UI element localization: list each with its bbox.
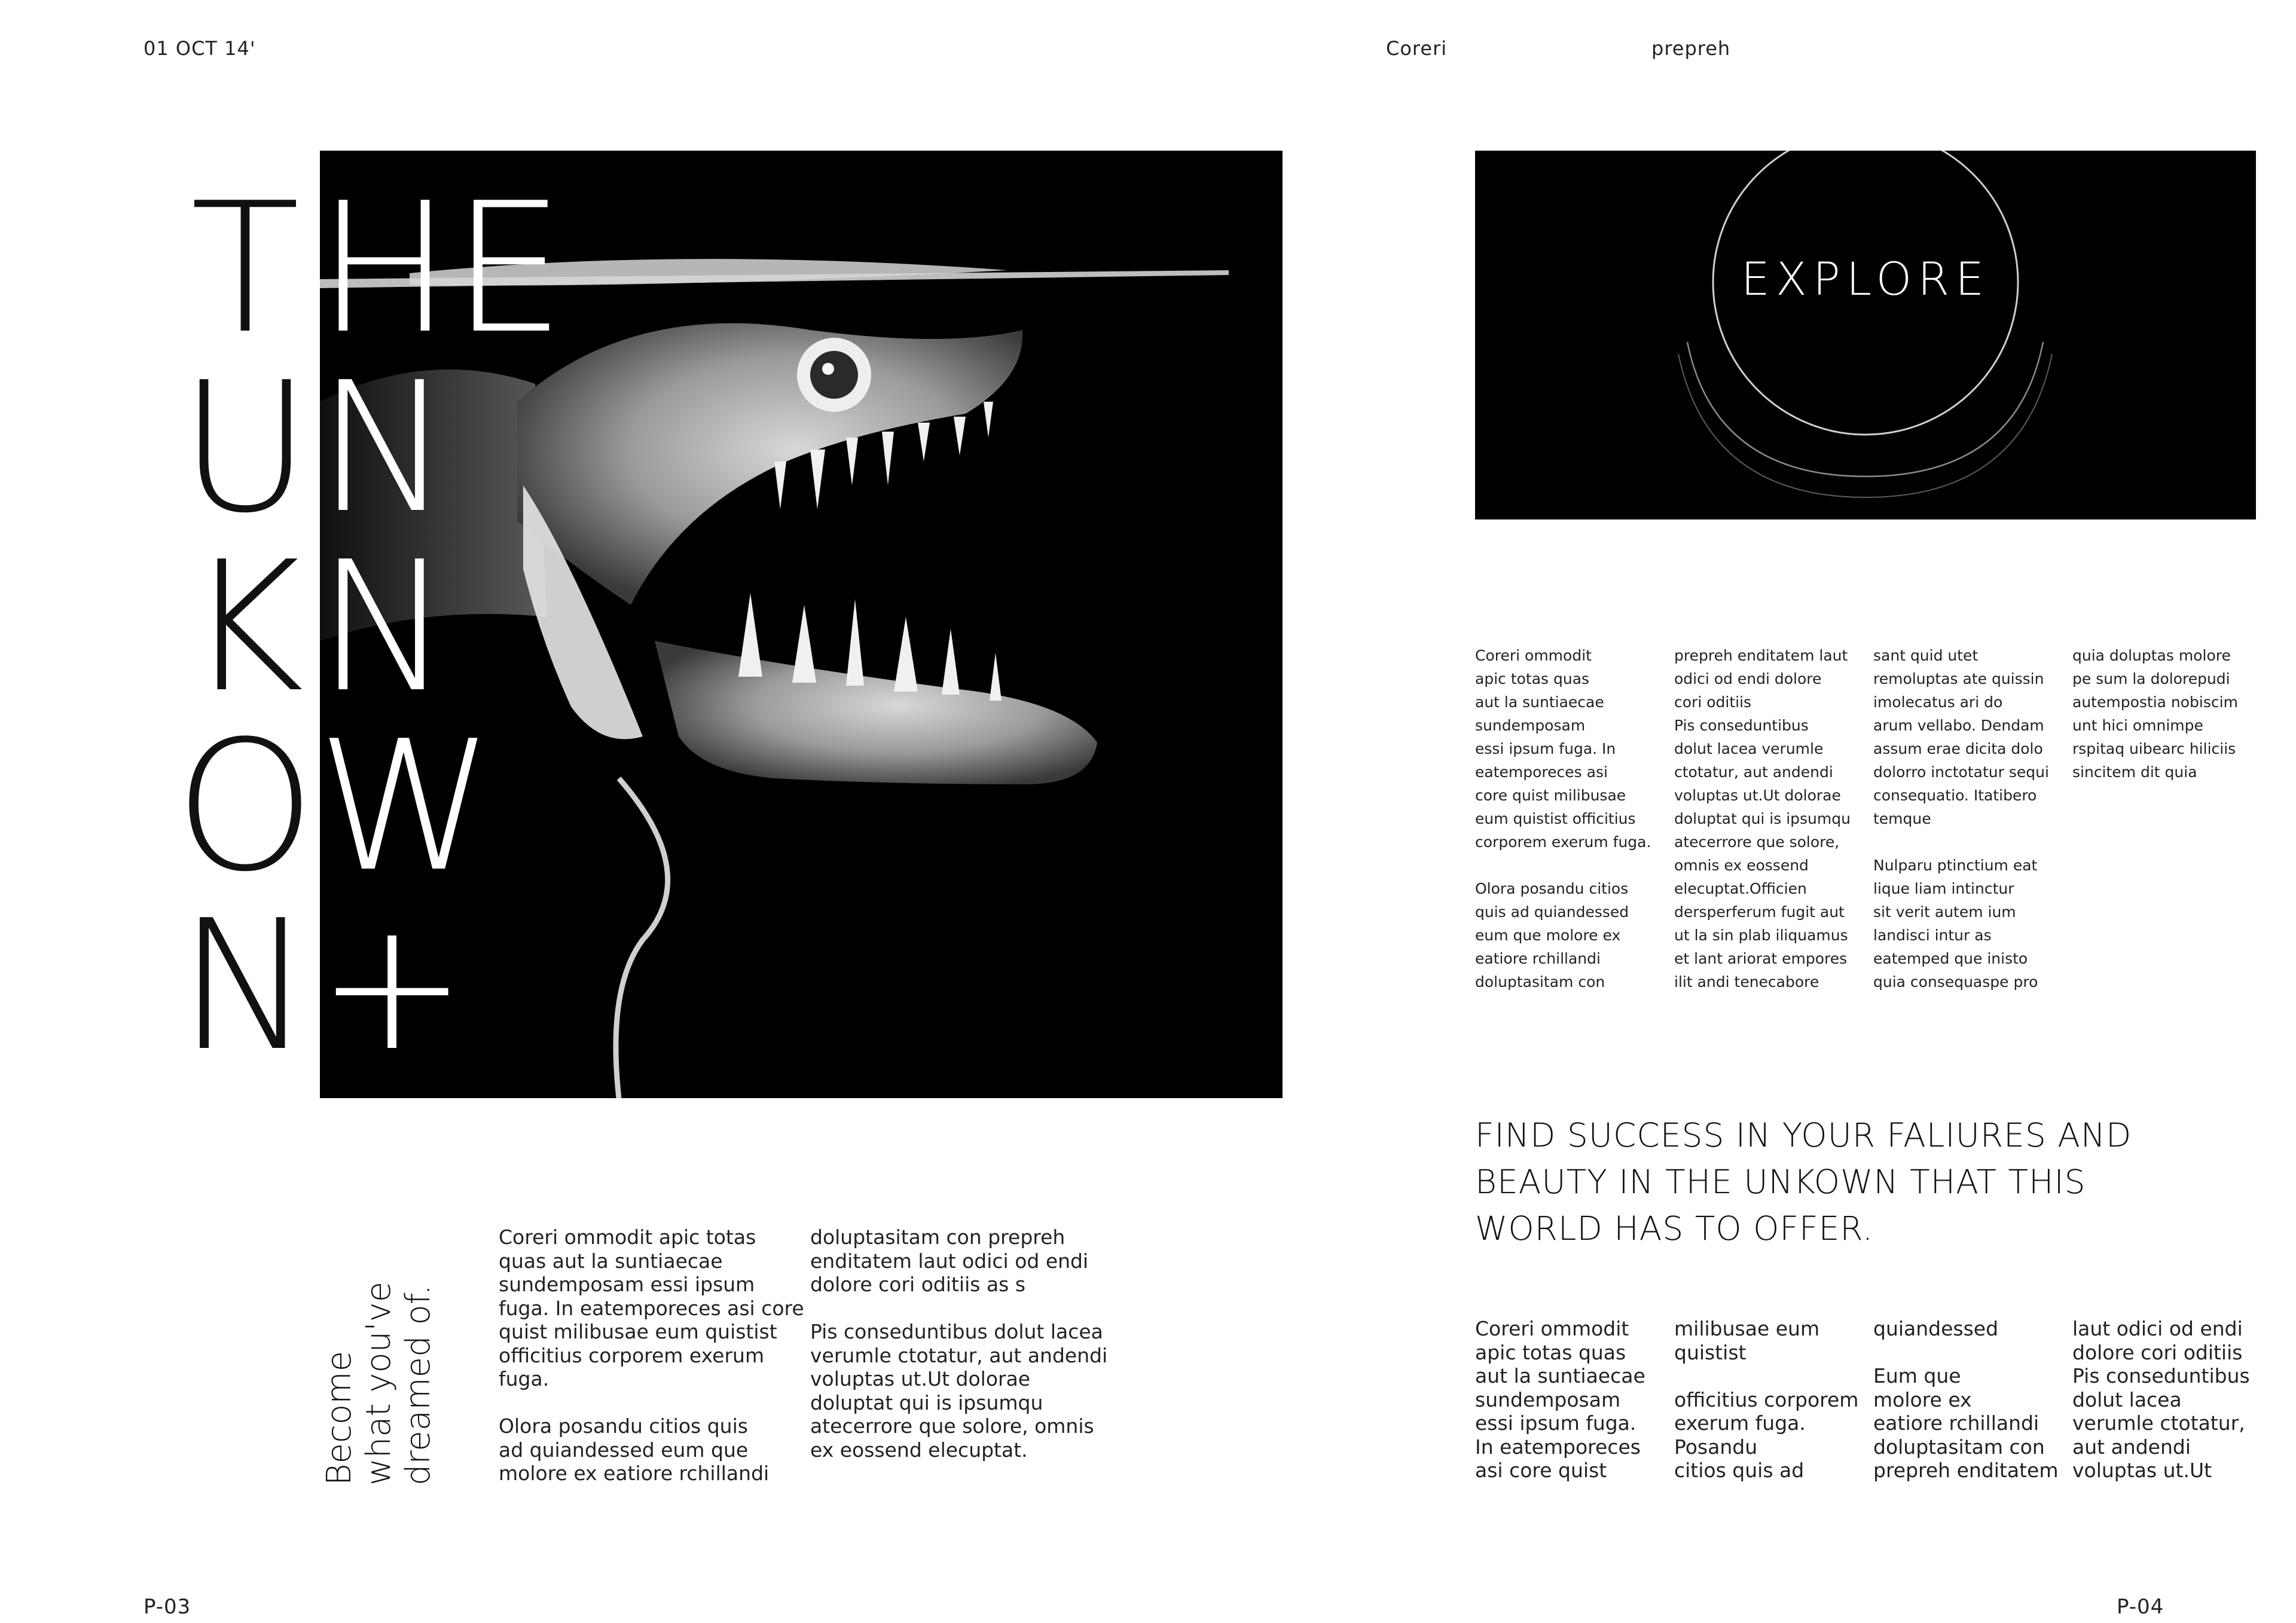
right-lower-column-2: milibusae eum quistist officitius corporem exerum fuga. Posandu citios quis ad <box>1674 1317 1859 1482</box>
right-upper-column-2: prepreh enditatem laut odici od endi dolore cori oditiis Pis conseduntibus dolut lacea verumle ctotatur, aut andendi voluptas ut.Ut dolorae doluptat qui is ipsumqu atecerrore que solore, omnis ex eossend elecuptat.Officien dersperferum fugit aut ut la sin plab iliquamus et lant ariorat empores ilit andi tenecabore <box>1674 647 1851 991</box>
title-letter-u: U <box>179 344 311 552</box>
title-letter-n3: N <box>317 523 451 732</box>
explore-banner <box>1475 151 2256 519</box>
right-upper-column-3: sant quid utet remoluptas ate quissin imolecatus ari do arum vellabo. Dendam assum erae dicita dolo dolorro inctotatur sequi consequatio. Itatibero temque Nulparu ptinctium eat lique liam intinctur sit verit autem ium landisci intur as eatemped que inisto quia consequaspe pro <box>1873 647 2049 991</box>
title-letter-o: O <box>174 702 316 911</box>
right-upper-column-4: quia doluptas molore pe sum la dolorepudi autempostia nobiscim unt hici omnimpe rspitaq uibearc hiliciis sincitem dit quia <box>2072 647 2238 781</box>
left-body-column-2: doluptasitam con prepreh enditatem laut odici od endi dolore cori oditiis as s Pis conseduntibus dolut lacea verumle ctotatur, aut andendi voluptas ut.Ut dolorae doluptat qui is ipsumqu atecerrore que solore, omnis ex eossend elecuptat. <box>810 1225 1108 1462</box>
right-lower-column-3: quiandessed Eum que molore ex eatiore rchillandi doluptasitam con prepreh enditatem <box>1873 1317 2059 1482</box>
title-letters-left <box>161 164 329 1090</box>
title-letter-plus: + <box>317 882 468 1090</box>
right-lower-column-4: laut odici od endi dolore cori oditiis Pis conseduntibus dolut lacea verumle ctotatur, aut andendi voluptas ut.Ut <box>2072 1317 2250 1482</box>
title-letter-k: K <box>186 523 304 732</box>
title-letter-w: W <box>317 702 494 911</box>
side-quote: Become what you've dreamed of. <box>320 1281 438 1486</box>
page-number-left: P-03 <box>144 1595 191 1619</box>
title-letter-he: HE <box>317 164 566 373</box>
issue-date: 01 OCT 14' <box>144 37 256 60</box>
explore-label: EXPLORE <box>1741 252 1990 305</box>
running-head-right: prepreh <box>1651 37 1731 60</box>
title-letters-right <box>317 164 628 1090</box>
explore-rings-graphic <box>1475 151 2256 519</box>
left-body-column-1: Coreri ommodit apic totas quas aut la suntiaecae sundemposam essi ipsum fuga. In eatemporeces asi core quist milibusae eum quistist officitius corporem exerum fuga. Olora posandu citios quis ad quiandessed eum que molore ex eatiore rchillandi <box>499 1225 804 1485</box>
title-letter-n: N <box>178 882 313 1090</box>
page-number-right: P-04 <box>2117 1595 2164 1619</box>
title-letter-n2: N <box>317 344 451 552</box>
right-upper-column-1: Coreri ommodit apic totas quas aut la suntiaecae sundemposam essi ipsum fuga. In eatemporeces asi core quist milibusae eum quistist officitius corporem exerum fuga. Olora posandu citios quis ad quiandessed eum que molore ex eatiore rchillandi doluptasitam con <box>1475 647 1651 991</box>
tagline: FIND SUCCESS IN YOUR FALIURES AND BEAUTY IN THE UNKOWN THAT THIS WORLD HAS TO OFFER. <box>1475 1116 2132 1248</box>
running-head-left: Coreri <box>1386 37 1448 60</box>
title-letter-t: T <box>190 164 300 373</box>
right-lower-column-1: Coreri ommodit apic totas quas aut la suntiaecae sundemposam essi ipsum fuga. In eatemporeces asi core quist <box>1475 1317 1645 1482</box>
